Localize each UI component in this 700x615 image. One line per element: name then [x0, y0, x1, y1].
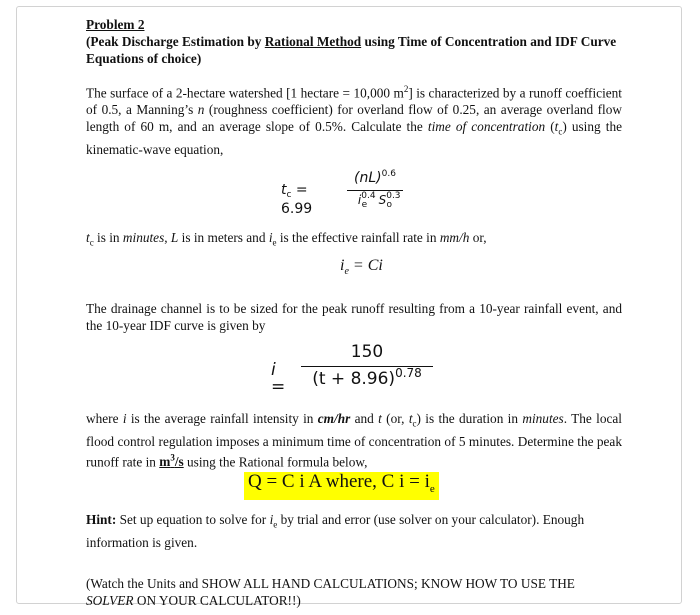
problem-subtitle: (Peak Discharge Estimation by Rational Method using Time of Concentration and IDF Curve Equations of choice) [86, 34, 617, 66]
instructions-note: (Watch the Units and SHOW ALL HAND CALCULATIONS; KNOW HOW TO USE THE SOLVER ON YOUR CALCULATOR!!) [86, 576, 575, 608]
problem-paragraph-1: The surface of a 2-hectare watershed [1 hectare = 10,000 $m^2$] is characterized by a runoff coefficient of 0.5, a Manning’s n (roughness coefficient) for overland flow of 0.25, an average overland flow length of 60 m, and an average slope of 0.5%. Calculate the time of concentration $(t_c)$ using the kinematic-wave equation, [86, 84, 623, 158]
problem-document: Problem 2 (Peak Discharge Estimation by Rational Method using Time of Concentration and IDF Curve Equations of choice) The surface of a 2-hectare watershed [1 hectare = 10,000 $m^2$] is characterized by a runoff coefficient of 0.5, a Manning’s n (roughness coefficient) for overland flow of 0.25, an average overland flow length of 60 m, and an average slope of 0.5%. Calculate the time of concentration $(t_c)$ using the kinematic-wave equation, $t_c = 6.99$ (nL)$^{0.6}$ $i^{0.4}_e$ $S^{0.3}_o$ $t_c$ is in minutes, L is in meters and $i_e$ is the effective rainfall rate in mm/h or, $i_e = Ci$ The drainage channel is to be sized for the peak runoff resulting from a 10-year rainfall event, and the 10-year IDF curve is given by i = 150 $(t + 8.96)^{0.78}$ where i is the average rainfall intensity in cm/hr and t (or, $t_c$) is the duration in minutes. The local flood control regulation imposes a minimum time of concentration of 5 minutes. Determine the peak runoff rate in $m^3/s$ using the Rational formula below, Q = C i A where, C $i = i_e$ Hint: Set up equation to solve for $i_e$ by trial and error (use solver on your calculator). Enough information is given. (Watch the Units and SHOW ALL HAND CALCULATIONS; KNOW HOW TO USE THE SOLVER ON YOUR CALCULATOR!!) [86, 17, 623, 608]
rational-formula-highlight: Q = C i A where, C $i = i_e$ [244, 472, 439, 500]
problem-title: Problem 2 [86, 17, 145, 32]
hint-text: Hint: Set up equation to solve for $i_e$ by trial and error (use solver on your calculator). Enough information is given. [86, 512, 585, 550]
variable-definitions: $t_c$ is in minutes, L is in meters and $i_e$ is the effective rainfall rate in mm/h or, [86, 230, 487, 248]
problem-paragraph-2: The drainage channel is to be sized for the peak runoff resulting from a 10-year rainfall event, and the 10-year IDF curve is given by [86, 301, 622, 333]
problem-paragraph-3: where i is the average rainfall intensity in cm/hr and t (or, $t_c$) is the duration in minutes. The local flood control regulation imposes a minimum time of concentration of 5 minutes. Determine the peak runoff rate in $m^3/s$ using the Rational formula below, [86, 411, 622, 470]
effective-rainfall-equation: $i_e = Ci$ [340, 257, 383, 278]
